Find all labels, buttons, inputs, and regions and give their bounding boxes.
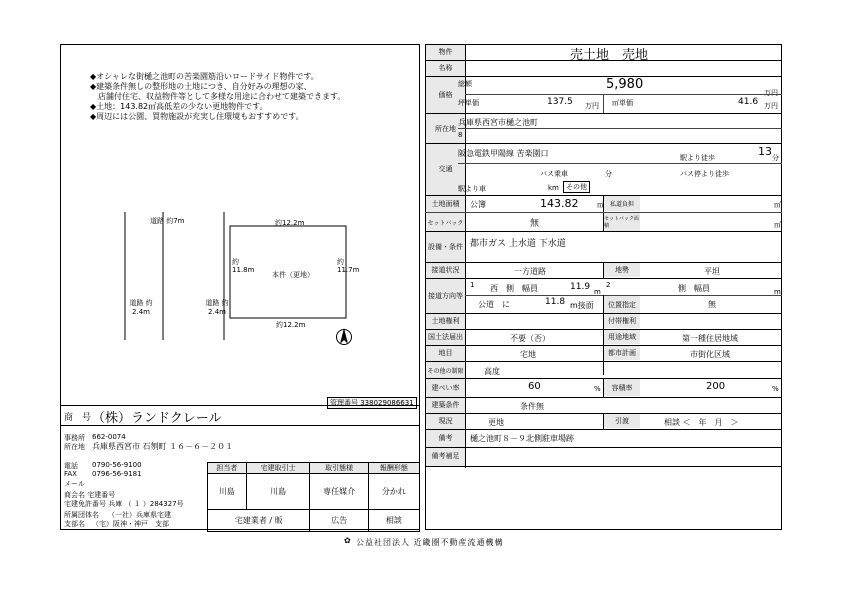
road1-width: 11.9 (570, 282, 591, 292)
location-sub: 8 (458, 131, 463, 139)
tsubo-label: 坪単価 (458, 99, 479, 107)
facilities-label: 設備・条件 (426, 232, 465, 261)
setback-label: セットバック (426, 213, 465, 231)
description-line: ◆土地：143.82㎡高低差の少ない更地物件です。 (90, 102, 268, 111)
coverage-unit: % (594, 385, 601, 393)
tel: 0790-56-9100 (92, 461, 142, 469)
row-divider (425, 361, 782, 362)
walk-min: 13 (758, 145, 772, 158)
office-label: 事務所 (64, 434, 85, 442)
license-number: 管理番号 338029086631 (327, 397, 417, 409)
transport-divider (458, 163, 782, 164)
fax: 0796-56-9181 (92, 470, 142, 478)
row-divider (425, 231, 782, 232)
category: 宅地 (520, 350, 536, 359)
address: 兵庫県西宮市 石刎町 １６－６－２０１ (92, 442, 234, 451)
far-unit: % (772, 385, 779, 393)
build-cond-label: 国土法届出 (426, 330, 465, 344)
station: 阪急電鉄甲陽線 苦楽園口 (458, 149, 549, 158)
agent-bottom-mid: 広告 (310, 510, 368, 532)
handover: 相談 ＜ 年 月 ＞ (664, 418, 739, 427)
agent-header: 担当者 (208, 463, 247, 474)
agent-header: 取引態様 (310, 463, 368, 474)
row-divider (425, 113, 782, 114)
location: 兵庫県西宮市樋之池町 (458, 118, 538, 127)
private-road-label: 私道負担 (604, 196, 640, 211)
far: 200 (706, 381, 726, 392)
branch-label: 支部名 (64, 520, 85, 528)
license: 宅建免許番号 兵庫 （ １ ）284327号 (64, 500, 184, 508)
sqm-unit: 万円 (764, 102, 778, 110)
bus-stop-label: バス停より徒歩 (680, 170, 729, 178)
handover-label: 引渡 (604, 414, 640, 428)
facilities: 都市ガス 上水道 下水道 (470, 239, 566, 249)
road1-unit: m (594, 288, 601, 296)
office-postal: 662-0074 (92, 433, 126, 441)
remarks: 樋之池町８－９北側駐車場跡 (470, 434, 574, 443)
agent-value: 川島 (246, 474, 310, 510)
price-label: 価格 (426, 77, 465, 113)
description-line: ◆建築条件無しの整形地の土地につき、自分好みの理想の家、 (90, 82, 312, 91)
branch: （宅）阪神・神戸 支部 (92, 520, 169, 528)
area-type: 公簿 (470, 200, 486, 209)
terrain-label: 地勢 (604, 263, 640, 277)
city-plan: 市街化区域 (690, 350, 730, 359)
road-dir-label: 接道方向等 (426, 279, 465, 313)
price-small-label: 総額 (458, 80, 472, 88)
company-name-underline (60, 425, 420, 426)
other-transport: その他 (563, 181, 590, 193)
price-divider (465, 94, 782, 95)
north-arrow-icon (336, 326, 352, 348)
sqm-price: 41.6 (738, 97, 759, 107)
far-label: 容積率 (604, 379, 640, 396)
map-depth-right: 約11.7m (337, 258, 360, 274)
row-divider (425, 429, 782, 430)
price-vdivider (603, 94, 604, 113)
bus-label: バス乗車 (540, 170, 568, 178)
position: 無 (708, 300, 716, 309)
row-divider (425, 76, 782, 77)
road-access: 一方道路 (514, 267, 546, 276)
terrain: 平坦 (704, 267, 720, 276)
address-label: 所在地 (64, 443, 85, 451)
tel-label: 電話 (64, 462, 78, 470)
price-unit: 万円 (764, 89, 778, 97)
bus-unit: 分 (605, 170, 612, 178)
agent-bottom-left: 宅建業者 / 販 (208, 510, 310, 532)
map-width-bottom: 約12.2m (276, 321, 306, 329)
coverage: 60 (528, 381, 541, 392)
map-width-top: 約12.2m (275, 219, 305, 227)
description-block (90, 72, 345, 122)
road-access-label: 接道状況 (426, 263, 465, 277)
row-divider (425, 466, 782, 467)
map-road-left: 道路 約2.4m (129, 299, 153, 316)
sqm-label: ㎡単価 (612, 99, 633, 107)
other-limit: 高度 (484, 367, 500, 376)
road-frontage: 11.8 (545, 297, 566, 307)
map-road-top: 道路 約7m (150, 217, 185, 225)
category-label: 地目 (426, 346, 465, 360)
company-divider (60, 405, 420, 406)
walk-label: 駅より徒歩 (680, 154, 715, 162)
km-unit: km (548, 184, 559, 192)
agent-table (207, 462, 420, 532)
remarks-label: 備考 (426, 430, 465, 446)
road1-no: 1 (470, 281, 475, 289)
row-divider (425, 278, 782, 279)
road2-dir: 側 幅員 (678, 284, 710, 293)
map-road-mid: 道路 約2.4m (205, 299, 229, 316)
status: 更地 (488, 418, 504, 427)
agent-bottom-right: 相談 (368, 510, 419, 532)
footer-logo-icon: ✿ (344, 536, 351, 545)
setback-area-unit: ㎡ (774, 221, 781, 229)
private-road-unit: ㎡ (774, 201, 781, 209)
setback-area-label: セットバック面積 (604, 213, 640, 231)
road1-dir: 西 側 幅員 (490, 284, 538, 293)
tsubo-price: 137.5 (547, 97, 573, 107)
row-divider (425, 447, 782, 448)
map-depth-left: 約11.8m (232, 258, 255, 274)
row-divider (425, 60, 782, 61)
other-limit-label: その他の制限 (426, 362, 465, 378)
assoc-group-label: 所属団体名 (64, 511, 99, 519)
company-name: （株）ランドクレール (92, 411, 222, 426)
zoning: 第一種住居地域 (682, 334, 738, 343)
row-divider (425, 143, 782, 144)
footer: 公益社団法人 近畿圏不動産流通機構 (356, 538, 504, 547)
status-label: 現況 (426, 414, 465, 428)
sheet-title: 売土地 売地 (570, 48, 649, 63)
description-line: ◆オシャレな街樋之池町の苦楽園筋沿いロードサイド物件です。 (90, 72, 319, 81)
road2-unit: m (774, 288, 781, 296)
area-unit: ㎡ (597, 201, 604, 209)
title-label: 物件 (426, 45, 465, 59)
tsubo-unit: 万円 (585, 102, 599, 110)
city-plan-label: 都市計画 (604, 346, 640, 360)
price-value: 5,980 (606, 77, 644, 92)
build-condition: 条件無 (520, 402, 544, 411)
setback-value: 無 (530, 219, 540, 229)
location-label: 所在地 (426, 114, 465, 143)
remarks2-label: 備考補足 (426, 448, 465, 464)
agent-value: 川島 (208, 474, 247, 510)
assoc-group: （一社）兵庫県宅建 (108, 511, 171, 519)
position-label: 位置指定 (604, 296, 640, 313)
description-line: 店舗付住宅、収益物件等として多様な用途に合わせて建築できます。 (90, 92, 346, 101)
area-label: 土地面積 (426, 196, 465, 211)
lease-label: 付帯権利 (604, 314, 640, 328)
agent-value: 分かれ (368, 474, 419, 510)
build-condition-label: 建築条件 (426, 398, 465, 412)
agent-value: 専任媒介 (310, 474, 368, 510)
company-name-label: 商 号 (64, 413, 92, 423)
land-right-label: 土地権利 (426, 314, 465, 328)
zoning-label: 用途地域 (604, 330, 640, 344)
row-divider (425, 397, 782, 398)
agent-header: 報酬形態 (368, 463, 419, 474)
area-value: 143.82 (540, 197, 579, 210)
station-car: 駅より車 (458, 185, 486, 193)
build-cond: 不要（否） (510, 334, 550, 343)
location-divider (458, 128, 782, 129)
transport-label: 交通 (426, 144, 465, 194)
mail-label: メール (64, 480, 85, 488)
assoc-label: 商会名 宅建番号 (64, 491, 116, 499)
coverage-label: 建ぺい率 (426, 379, 465, 396)
fax-label: FAX (64, 470, 77, 478)
notes-label: 名称 (426, 61, 465, 75)
road2-no: 2 (606, 281, 611, 289)
agent-header: 宅建取引士 (246, 463, 310, 474)
description-line: ◆周辺には公園、買物施設が充実し住環境もおすすめです。 (90, 112, 304, 121)
walk-unit: 分 (772, 154, 779, 162)
lot-map (60, 200, 420, 400)
road-frontage-unit: m接面 (570, 301, 594, 310)
map-lot-label: 本件（更地） (272, 271, 314, 279)
road-public: 公道 に (478, 300, 510, 309)
